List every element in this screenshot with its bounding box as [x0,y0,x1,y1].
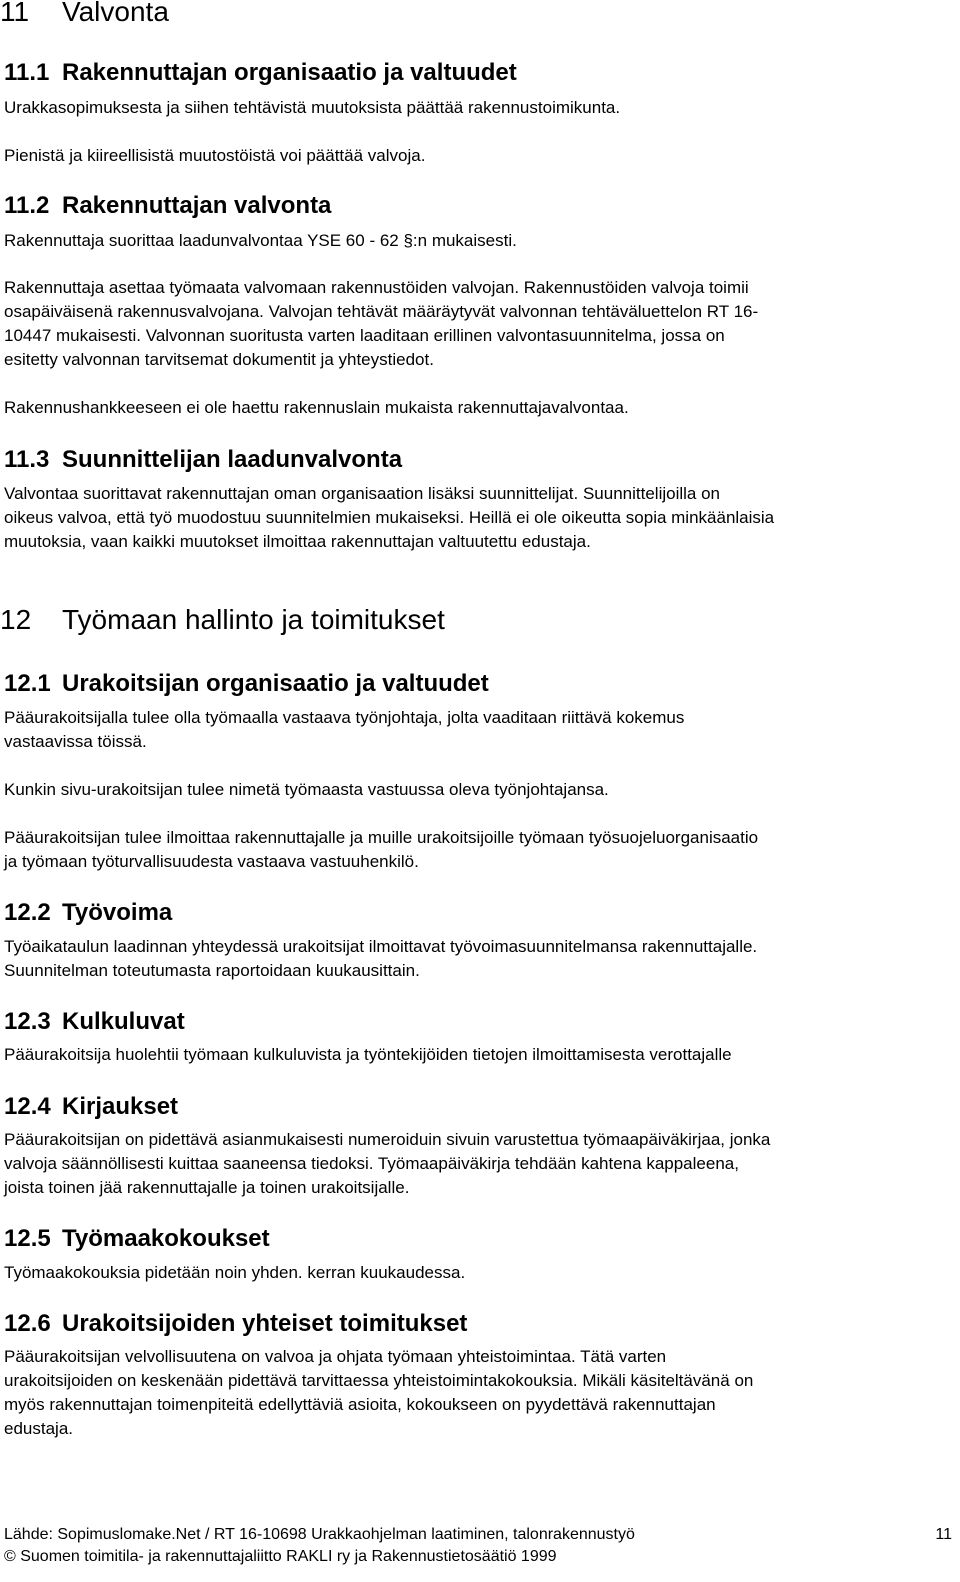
paragraph: Kunkin sivu-urakoitsijan tulee nimetä työmaasta vastuussa oleva työnjohtajansa. [4,780,609,799]
paragraph [4,935,954,983]
paragraph: Rakennuttaja suorittaa laadunvalvontaa YSE 60 - 62 §:n mukaisesti. [4,231,517,250]
footer [4,1524,952,1568]
paragraph [4,826,954,874]
heading-12-2 [4,898,172,928]
footer-copyright: © Suomen toimitila- ja rakennuttajaliitto RAKLI ry ja Rakennustietosäätiö 1999 [4,1548,557,1565]
paragraph-line: urakoitsijoiden on keskenään pidettävä tarvittaessa yhteistoimintakokouksia. Mikäli käsiteltävänä on [4,1371,754,1390]
heading-12-1 [4,669,489,699]
subsection-number: 12.6 [4,1310,51,1337]
paragraph [4,706,954,754]
subsection-title: Urakoitsijan organisaatio ja valtuudet [62,670,489,697]
paragraph-line: joista toinen jää rakennuttajalle ja toinen urakoitsijalle. [4,1178,410,1197]
paragraph: Työmaakokouksia pidetään noin yhden. kerran kuukaudessa. [4,1263,466,1282]
heading-11-1 [4,58,517,88]
subsection-number: 11.1 [4,59,50,86]
paragraph-line: esitetty valvonnan tarvitsemat dokumentit ja yhteystiedot. [4,350,434,369]
paragraph-line: edustaja. [4,1419,73,1438]
subsection-title: Kulkuluvat [62,1008,185,1035]
heading-12-5 [4,1224,270,1254]
section-number: 12 [0,604,32,635]
paragraph-line: osapäiväisenä rakennusvalvojana. Valvojan tehtävät määräytyvät valvonnan tehtäväluettelon RT 16- [4,302,759,321]
paragraph: Pienistä ja kiireellisistä muutostöistä voi päättää valvoja. [4,146,426,165]
subsection-number: 12.4 [4,1093,51,1120]
section-title: Valvonta [62,0,169,27]
subsection-title: Rakennuttajan organisaatio ja valtuudet [62,59,517,86]
footer-source: Lähde: Sopimuslomake.Net / RT 16-10698 Urakkaohjelman laatiminen, talonrakennustyö [4,1526,635,1543]
paragraph: Pääurakoitsija huolehtii työmaan kulkuluvista ja työntekijöiden tietojen ilmoittamisesta verottajalle [4,1045,732,1064]
paragraph-line: 10447 mukaisesti. Valvonnan suoritusta varten laaditaan erillinen valvontasuunnitelma, jossa on [4,326,725,345]
section-title: Työmaan hallinto ja toimitukset [62,604,445,635]
subsection-title: Kirjaukset [62,1093,179,1120]
heading-12-3 [4,1007,185,1037]
page-number: 11 [935,1526,952,1543]
paragraph-line: oikeus valvoa, että työ muodostuu suunnitelmien mukaiseksi. Heillä ei ole oikeutta sopia minkäänlaisia [4,508,775,527]
subsection-title: Rakennuttajan valvonta [62,192,332,219]
subsection-title: Työvoima [62,899,173,926]
subsection-number: 12.2 [4,899,51,926]
paragraph-line: Rakennuttaja asettaa työmaata valvomaan rakennustöiden valvojan. Rakennustöiden valvoja toimii [4,278,749,297]
subsection-number: 12.3 [4,1008,51,1035]
paragraph-line: myös rakennuttajan toimenpiteitä edellyttäviä asioita, kokoukseen on pyydettävä rakennuttajan [4,1395,716,1414]
heading-12-6 [4,1309,467,1339]
paragraph-line: Pääurakoitsijan velvollisuutena on valvoa ja ohjata työmaan yhteistoimintaa. Tätä varten [4,1347,667,1366]
paragraph-line: Pääurakoitsijan tulee ilmoittaa rakennuttajalle ja muille urakoitsijoille työmaan työsuojeluorganisaatio [4,828,759,847]
paragraph: Urakkasopimuksesta ja siihen tehtävistä muutoksista päättää rakennustoimikunta. [4,98,621,117]
heading-11-2 [4,191,331,221]
subsection-title: Urakoitsijoiden yhteiset toimitukset [62,1310,468,1337]
paragraph [4,482,954,554]
footer-source-line [4,1524,952,1546]
section-number: 11 [0,0,30,27]
heading-11-3 [4,445,402,475]
paragraph-line: Pääurakoitsijalla tulee olla työmaalla vastaava työnjohtaja, jolta vaaditaan riittävä kokemus [4,708,685,727]
heading-12-4 [4,1092,178,1122]
subsection-title: Työmaakokoukset [62,1225,270,1252]
heading-section-12 [0,603,445,637]
paragraph-line: muutoksia, vaan kaikki muutokset ilmoittaa rakennuttajan valtuutettu edustaja. [4,532,591,551]
paragraph: Rakennushankkeeseen ei ole haettu rakennuslain mukaista rakennuttajavalvontaa. [4,398,629,417]
subsection-number: 11.3 [4,446,50,473]
paragraph-line: Työaikataulun laadinnan yhteydessä urakoitsijat ilmoittavat työvoimasuunnitelmansa rakennuttajalle. [4,937,758,956]
paragraph-line: valvoja säännöllisesti kuittaa saaneensa tiedoksi. Työmaapäiväkirja tehdään kahtena kappaleena, [4,1154,739,1173]
paragraph-line: Pääurakoitsijan on pidettävä asianmukaisesti numeroiduin sivuin varustettua työmaapäiväkirjaa, jonka [4,1130,771,1149]
subsection-number: 12.1 [4,670,51,697]
paragraph [4,1345,954,1441]
paragraph-line: Suunnitelman toteutumasta raportoidaan kuukausittain. [4,961,420,980]
paragraph-line: Valvontaa suorittavat rakennuttajan oman organisaation lisäksi suunnittelijat. Suunnittelijoilla on [4,484,721,503]
subsection-number: 11.2 [4,192,50,219]
paragraph-line: ja työmaan työturvallisuudesta vastaava vastuuhenkilö. [4,852,419,871]
subsection-number: 12.5 [4,1225,51,1252]
paragraph [4,276,954,372]
paragraph-line: vastaavissa töissä. [4,732,147,751]
heading-section-11 [0,0,169,29]
paragraph [4,1128,954,1200]
subsection-title: Suunnittelijan laadunvalvonta [62,446,403,473]
